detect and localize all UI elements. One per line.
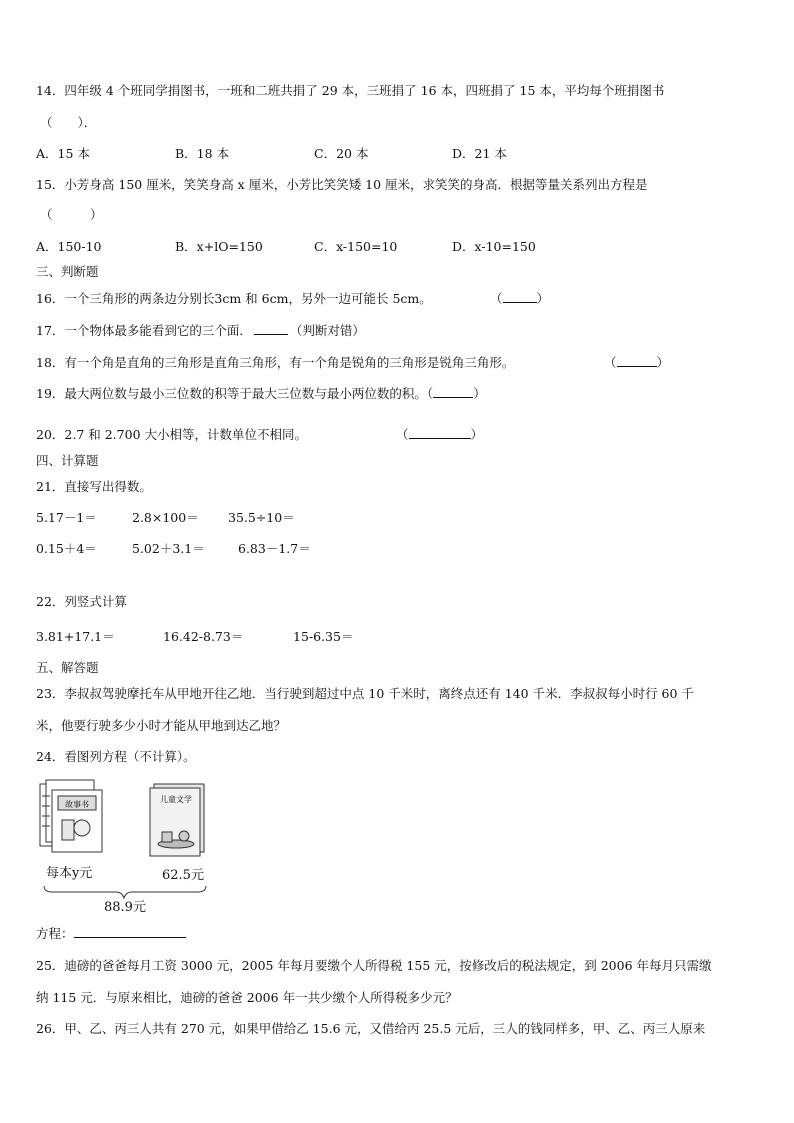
q21-r2-c2: 5.02＋3.1＝ — [132, 541, 205, 556]
q18-paren-close: ） — [656, 355, 670, 370]
story-books-stack — [40, 780, 102, 852]
q25-line2: 纳 115 元．与原来相比，迪磅的爸爸 2006 年一共少缴个人所得税多少元？ — [36, 990, 458, 1005]
q19-blank[interactable] — [433, 386, 473, 398]
q24-title: 24．看图列方程（不计算）。 — [36, 749, 196, 764]
q15-option-a: A．150-10 — [36, 239, 102, 254]
q17-blank[interactable] — [254, 323, 288, 335]
q19-text: 19．最大两位数与最小三位数的积等于最大三位数与最小两位数的积。 — [36, 386, 427, 401]
q20-paren-close: ） — [470, 427, 484, 442]
q17-line — [36, 323, 365, 339]
q17-prefix: 17．一个物体最多能看到它的三个面． — [36, 323, 252, 338]
story-book-character — [74, 820, 90, 836]
q20-blank-line — [409, 427, 471, 439]
q20-answer-blank[interactable] — [396, 427, 483, 443]
q24-answer-label: 方程： — [36, 926, 74, 941]
q18-text: 18．有一个角是直角的三角形是直角三角形，有一个角是锐角的三角形是锐角三角形。 — [36, 355, 515, 370]
q25-line1: 25．迪磅的爸爸每月工资 3000 元，2005 年每月要缴个人所得税 155 元，按修改后的税法规定，到 2006 年每月只需缴 — [36, 958, 712, 973]
q22-c3: 15-6.35＝ — [293, 629, 354, 644]
q17-suffix: （判断对错） — [289, 323, 365, 338]
q21-r1-c1: 5.17－1＝ — [36, 510, 97, 525]
q26-line1: 26．甲、乙、丙三人共有 270 元，如果甲借给乙 15.6 元，又借给丙 25.5 元后，三人的钱同样多，甲、乙、丙三人原来 — [36, 1021, 706, 1036]
q23-line1: 23．李叔叔驾驶摩托车从甲地开往乙地．当行驶到超过中点 10 千米时，离终点还有 140 千米．李叔叔每小时行 60 千 — [36, 686, 694, 701]
q22-c1: 3.81+17.1＝ — [36, 629, 115, 644]
label-total-price: 88.9元 — [104, 900, 146, 915]
q16-paren-open: （ — [490, 291, 503, 306]
q22-title: 22．列竖式计算 — [36, 594, 127, 609]
q24-answer-blank[interactable] — [74, 926, 186, 938]
q21-r2-c3: 6.83－1.7＝ — [238, 541, 311, 556]
q14-option-d: D．21 本 — [452, 146, 507, 161]
q16-paren-close: ） — [536, 291, 550, 306]
q21-r1-c2: 2.8×100＝ — [132, 510, 199, 525]
story-book-title: 故事书 — [65, 800, 89, 809]
q19-paren-open: （ — [426, 386, 434, 401]
label-literature-price: 62.5元 — [162, 868, 204, 883]
q21-r1-c3: 35.5÷10＝ — [228, 510, 295, 525]
q24-books-illustration — [36, 776, 216, 916]
q21-r2-c1: 0.15＋4＝ — [36, 541, 97, 556]
q14-line2: （ ）． — [40, 115, 97, 130]
q15-option-b: B．x+lO=150 — [175, 239, 263, 254]
q18-answer-blank[interactable] — [604, 355, 669, 371]
q14-option-c: C．20 本 — [314, 146, 369, 161]
q16-text: 16．一个三角形的两条边分别长3cm 和 6cm，另外一边可能长 5cm。 — [36, 291, 432, 306]
q20-paren-open: （ — [396, 427, 409, 442]
children-literature-title: 儿童文学 — [160, 795, 192, 804]
q14-option-b: B．18 本 — [175, 146, 230, 161]
q14-option-a: A．15 本 — [36, 146, 90, 161]
q19-line — [36, 386, 486, 402]
q22-c2: 16.42-8.73＝ — [163, 629, 244, 644]
q15-line1: 15．小芳身高 150 厘米，笑笑身高 x 厘米，小芳比笑笑矮 10 厘米，求笑笑的身高．根据等量关系列出方程是 — [36, 177, 648, 192]
q14-line1: 14．四年级 4 个班同学捐图书，一班和二班共捐了 29 本，三班捐了 16 本，四班捐了 15 本，平均每个班捐图书 — [36, 83, 665, 98]
q15-line2: （ ） — [40, 207, 103, 222]
q16-answer-blank[interactable] — [490, 291, 549, 307]
q24-figure — [36, 776, 216, 936]
q18-blank-line — [617, 355, 657, 367]
q15-option-d: D．x-10=150 — [452, 239, 536, 254]
label-each-price: 每本y元 — [46, 866, 93, 881]
section-problem-heading: 五、解答题 — [36, 660, 99, 675]
q16-blank-line — [503, 291, 537, 303]
section-calculation-heading: 四、计算题 — [36, 453, 99, 468]
q19-paren-close: ） — [473, 386, 486, 401]
q15-option-c: C．x-150=10 — [314, 239, 398, 254]
q20-text: 20．2.7 和 2.700 大小相等，计数单位不相同。 — [36, 427, 307, 442]
q24-answer-line — [36, 926, 186, 942]
section-judgement-heading: 三、判断题 — [36, 264, 99, 279]
q21-title: 21．直接写出得数。 — [36, 479, 152, 494]
q23-line2: 米，他要行驶多少小时才能从甲地到达乙地？ — [36, 718, 287, 733]
q18-paren-open: （ — [604, 355, 617, 370]
